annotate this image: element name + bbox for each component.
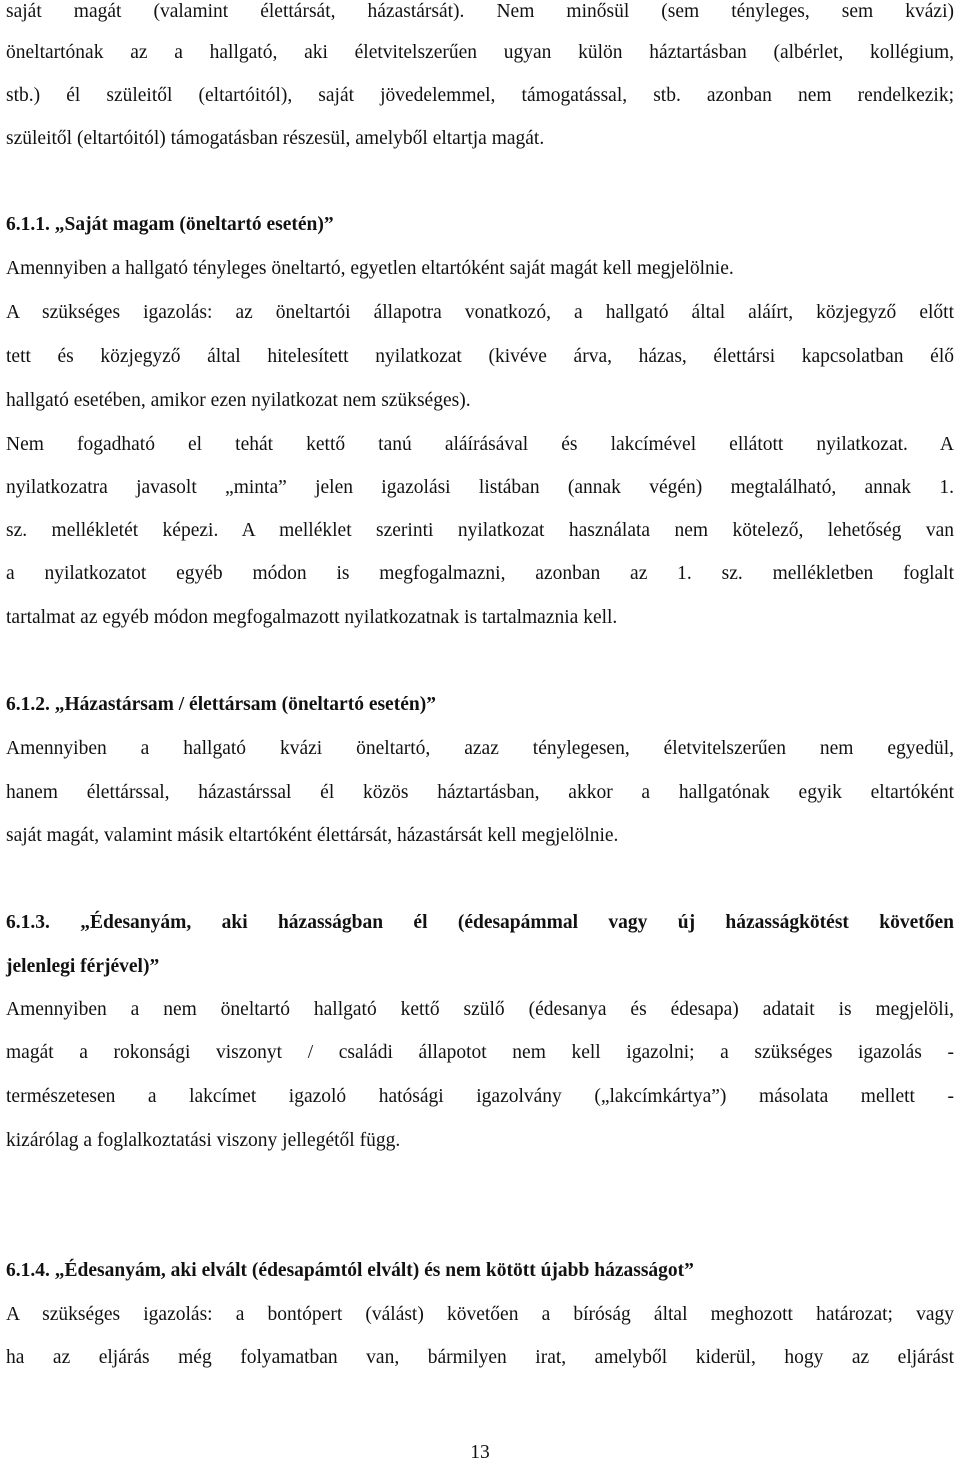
section-heading-6-1-4: 6.1.4. „Édesanyám, aki elvált (édesapámtól elvált) és nem kötött újabb házasságot” bbox=[6, 1260, 694, 1281]
body-text-line: tartalmat az egyéb módon megfogalmazott nyilatkozatnak is tartalmaznia kell. bbox=[6, 607, 618, 628]
body-text-line: sz. mellékletét képezi. A melléklet szerinti nyilatkozat használata nem kötelező, lehetőség van bbox=[6, 520, 954, 541]
page-number: 13 bbox=[470, 1442, 490, 1463]
body-text-line: Nem fogadható el tehát kettő tanú aláírásával és lakcímével ellátott nyilatkozat. A bbox=[6, 434, 954, 455]
body-text-line: öneltartónak az a hallgató, aki életvitelszerűen ugyan külön háztartásban (albérlet, kollégium, bbox=[6, 42, 954, 63]
section-heading-6-1-1: 6.1.1. „Saját magam (öneltartó esetén)” bbox=[6, 214, 334, 235]
body-text-line: A szükséges igazolás: az öneltartói állapotra vonatkozó, a hallgató által aláírt, közjegyző előtt bbox=[6, 302, 954, 323]
body-text-line: természetesen a lakcímet igazoló hatósági igazolvány („lakcímkártya”) másolata mellett - bbox=[6, 1086, 954, 1107]
body-text-line: nyilatkozatra javasolt „minta” jelen igazolási listában (annak végén) megtalálható, annak 1. bbox=[6, 477, 954, 498]
body-text-line: kizárólag a foglalkoztatási viszony jellegétől függ. bbox=[6, 1130, 401, 1151]
body-text-line: ha az eljárás még folyamatban van, bármilyen irat, amelyből kiderül, hogy az eljárást bbox=[6, 1347, 954, 1368]
body-text-line: saját magát (valamint élettársát, házastársát). Nem minősül (sem tényleges, sem kvázi) bbox=[6, 1, 954, 22]
body-text-line: saját magát, valamint másik eltartóként élettársát, házastársát kell megjelölnie. bbox=[6, 825, 619, 846]
body-text-line: szüleitől (eltartóitól) támogatásban részesül, amelyből eltartja magát. bbox=[6, 128, 545, 149]
body-text-line: stb.) él szüleitől (eltartóitól), saját jövedelemmel, támogatással, stb. azonban nem rendelkezik; bbox=[6, 85, 954, 106]
section-heading-6-1-3-cont: jelenlegi férjével)” bbox=[6, 956, 160, 977]
body-text-line: tett és közjegyző által hitelesített nyilatkozat (kivéve árva, házas, élettársi kapcsolatban élő bbox=[6, 346, 954, 367]
body-text-line: magát a rokonsági viszonyt / családi állapotot nem kell igazolni; a szükséges igazolás - bbox=[6, 1042, 954, 1063]
body-text-line: hallgató esetében, amikor ezen nyilatkozat nem szükséges). bbox=[6, 390, 471, 411]
body-text-line: hanem élettárssal, házastárssal él közös háztartásban, akkor a hallgatónak egyik eltartóként bbox=[6, 782, 954, 803]
body-text-line: A szükséges igazolás: a bontópert (válást) követően a bíróság által meghozott határozat; vagy bbox=[6, 1304, 954, 1325]
section-heading-6-1-2: 6.1.2. „Házastársam / élettársam (öneltartó esetén)” bbox=[6, 694, 436, 715]
body-text-line: Amennyiben a nem öneltartó hallgató kettő szülő (édesanya és édesapa) adatait is megjelöli, bbox=[6, 999, 954, 1020]
body-text-line: Amennyiben a hallgató kvázi öneltartó, azaz ténylegesen, életvitelszerűen nem egyedül, bbox=[6, 738, 954, 759]
body-text-line: Amennyiben a hallgató tényleges öneltartó, egyetlen eltartóként saját magát kell megjelölnie. bbox=[6, 258, 734, 279]
section-heading-6-1-3: 6.1.3. „Édesanyám, aki házasságban él (édesapámmal vagy új házasságkötést követően bbox=[6, 912, 954, 933]
body-text-line: a nyilatkozatot egyéb módon is megfogalmazni, azonban az 1. sz. mellékletben foglalt bbox=[6, 563, 954, 584]
